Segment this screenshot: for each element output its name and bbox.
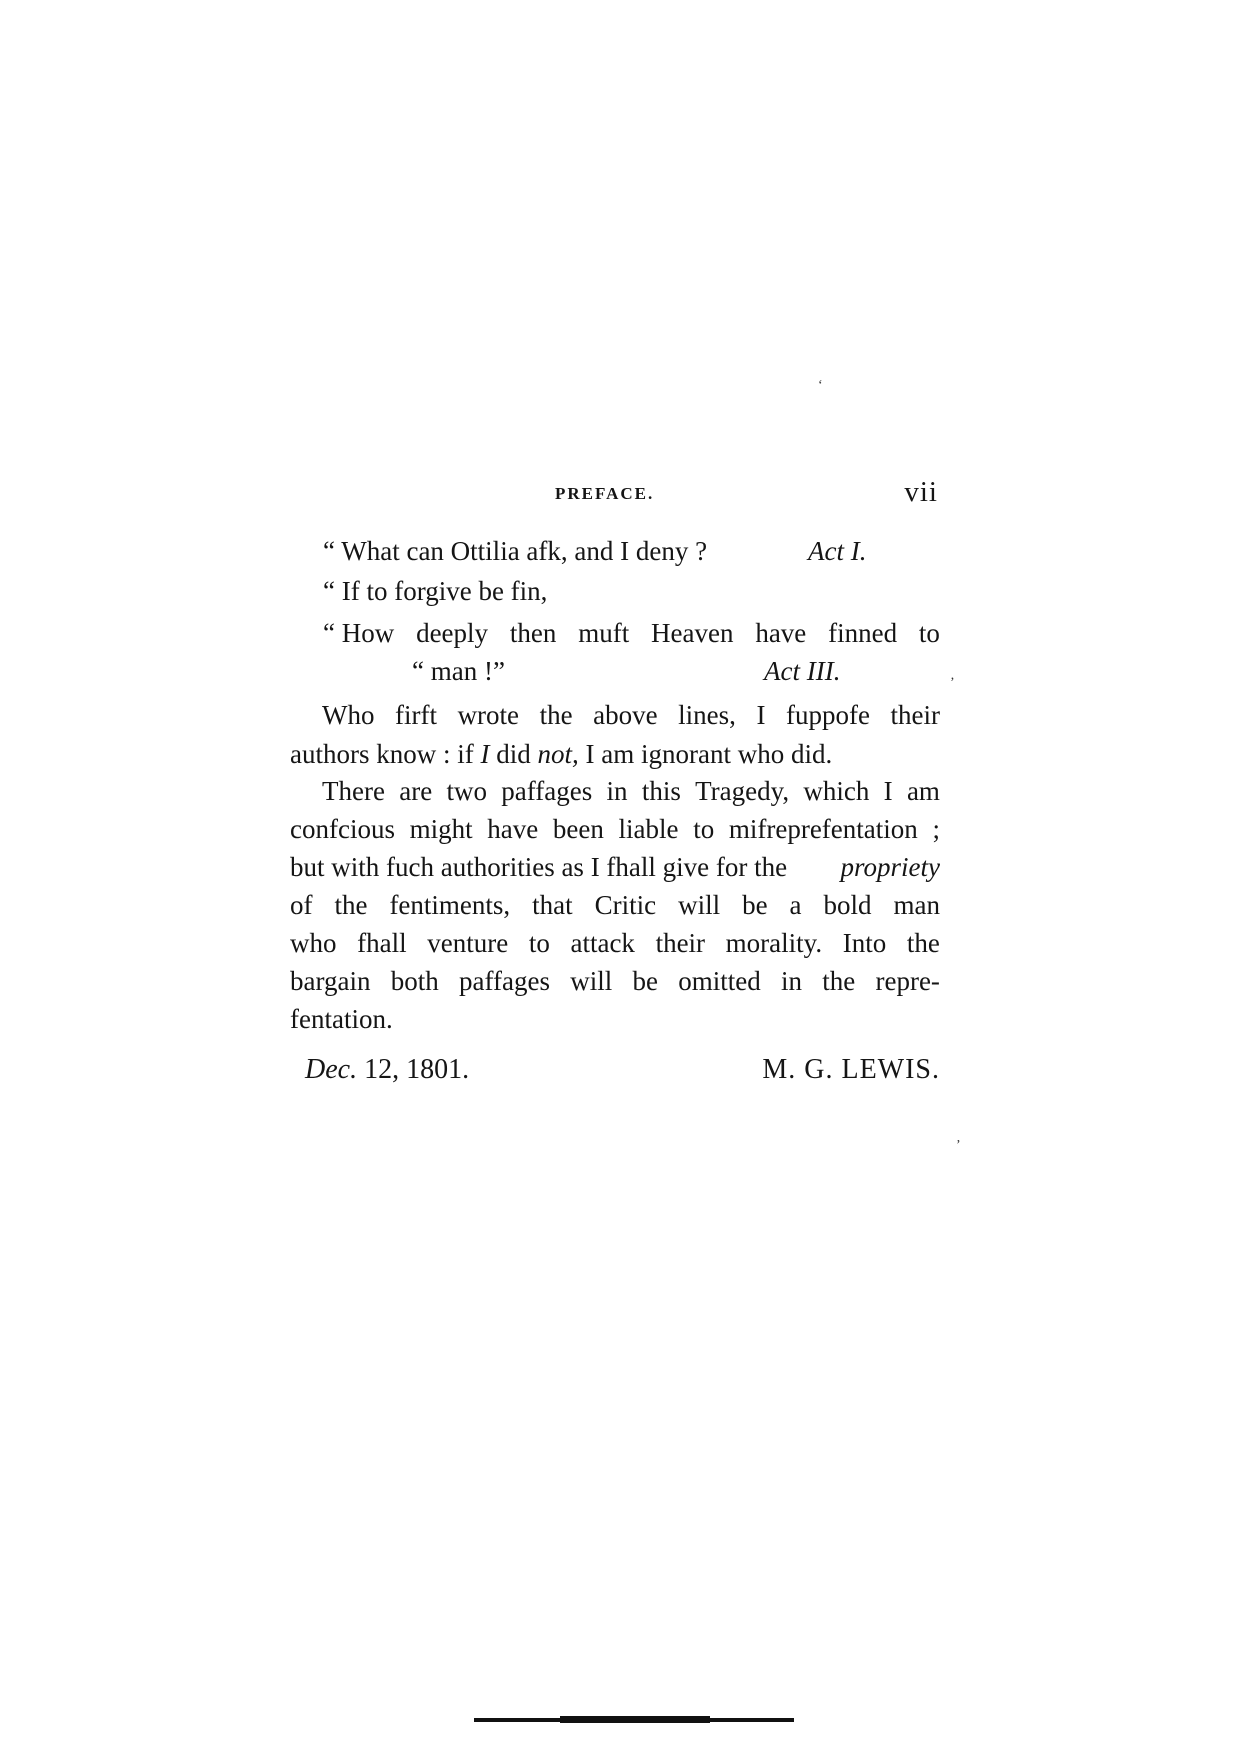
word: are (399, 776, 433, 806)
paragraph-2-line-1 (322, 776, 940, 807)
word: will (570, 966, 613, 996)
quote-line-1: “ What can Ottilia afk, and I deny ? (323, 536, 708, 566)
word: am (906, 776, 940, 806)
word: their (655, 928, 706, 958)
word: attack (570, 928, 635, 958)
text-segment: I am ignorant who did. (585, 739, 833, 769)
word: the (334, 890, 368, 920)
word: Into (842, 928, 887, 958)
word: firft (395, 700, 438, 730)
word: then (509, 618, 557, 648)
date-prefix: Dec. (305, 1054, 358, 1085)
word: Heaven (651, 618, 734, 648)
word: have (487, 814, 539, 844)
page-number: vii (904, 476, 938, 508)
word: I (756, 700, 766, 730)
word: liable (618, 814, 679, 844)
print-speck: ‘ (818, 378, 823, 393)
word: above (593, 700, 658, 730)
word: bargain (290, 966, 371, 996)
word: omitted (678, 966, 761, 996)
word: mifreprefentation (728, 814, 918, 844)
paragraph-1-line-2 (290, 739, 940, 770)
italic-word: propriety (840, 852, 940, 882)
word: ; (932, 814, 940, 844)
quote-line-2: “ If to forgive be fin, (323, 576, 548, 606)
word: their (890, 700, 940, 730)
text-segment: fentation. (290, 1004, 393, 1034)
word: been (552, 814, 604, 844)
paragraph-1-line-1 (322, 700, 940, 731)
text-segment: but with fuch authorities as I fhall give for the (290, 852, 788, 882)
word: be (742, 890, 768, 920)
print-speck: ’ (956, 1138, 961, 1153)
word: both (390, 966, 439, 996)
paragraph-2-line-6 (290, 966, 940, 997)
word: in (606, 776, 628, 806)
paragraph-2-line-5 (290, 928, 940, 959)
italic-word: not, (537, 739, 579, 769)
word: morality. (725, 928, 823, 958)
word: paffages (459, 966, 550, 996)
word: the (822, 966, 856, 996)
word: Tragedy, (695, 776, 790, 806)
word: deeply (416, 618, 489, 648)
running-title: PREFACE. (555, 484, 655, 503)
ornamental-rule-center (560, 1716, 710, 1723)
word: bold (823, 890, 872, 920)
word: of (290, 890, 313, 920)
word: fentiments, (389, 890, 511, 920)
word: I (883, 776, 893, 806)
word: which (803, 776, 870, 806)
paragraph-2-line-2 (290, 814, 940, 845)
word: be (632, 966, 658, 996)
paragraph-2-line-7 (290, 1004, 940, 1035)
word: who (290, 928, 337, 958)
word: fhall (357, 928, 407, 958)
word: to (693, 814, 715, 844)
text-segment: authors know : if (290, 739, 474, 769)
signature-date (305, 1054, 469, 1086)
act-reference-3: Act III. (764, 656, 841, 686)
italic-word: I (480, 739, 490, 769)
word: that (532, 890, 573, 920)
word: to (918, 618, 940, 648)
word: confcious (290, 814, 395, 844)
paragraph-2-line-3 (290, 852, 940, 883)
word: to (528, 928, 550, 958)
quote-line-3 (323, 618, 940, 649)
word: the (906, 928, 940, 958)
print-speck: ‚ (950, 668, 955, 683)
word: lines, (678, 700, 736, 730)
word: repre- (875, 966, 940, 996)
word: two (446, 776, 487, 806)
word: Who (322, 700, 375, 730)
word: finned (828, 618, 898, 648)
quote-line-4: “ man !” (412, 656, 505, 686)
word: fuppofe (786, 700, 870, 730)
act-reference-1: Act I. (808, 536, 867, 566)
word: paffages (501, 776, 593, 806)
word: venture (427, 928, 509, 958)
page-header (290, 476, 940, 516)
word: Critic (594, 890, 657, 920)
word: this (641, 776, 681, 806)
word: a (789, 890, 802, 920)
word: wrote (457, 700, 520, 730)
word: will (678, 890, 721, 920)
word: man (893, 890, 940, 920)
paragraph-2-line-4 (290, 890, 940, 921)
word: muft (578, 618, 630, 648)
word: in (780, 966, 802, 996)
word: the (539, 700, 573, 730)
word: “ How (323, 618, 395, 648)
text-segment: did (496, 739, 531, 769)
signature-author: M. G. LEWIS. (762, 1054, 940, 1085)
word: have (755, 618, 807, 648)
date-rest: 12, 1801. (364, 1054, 470, 1085)
word: There (322, 776, 385, 806)
word: might (409, 814, 473, 844)
